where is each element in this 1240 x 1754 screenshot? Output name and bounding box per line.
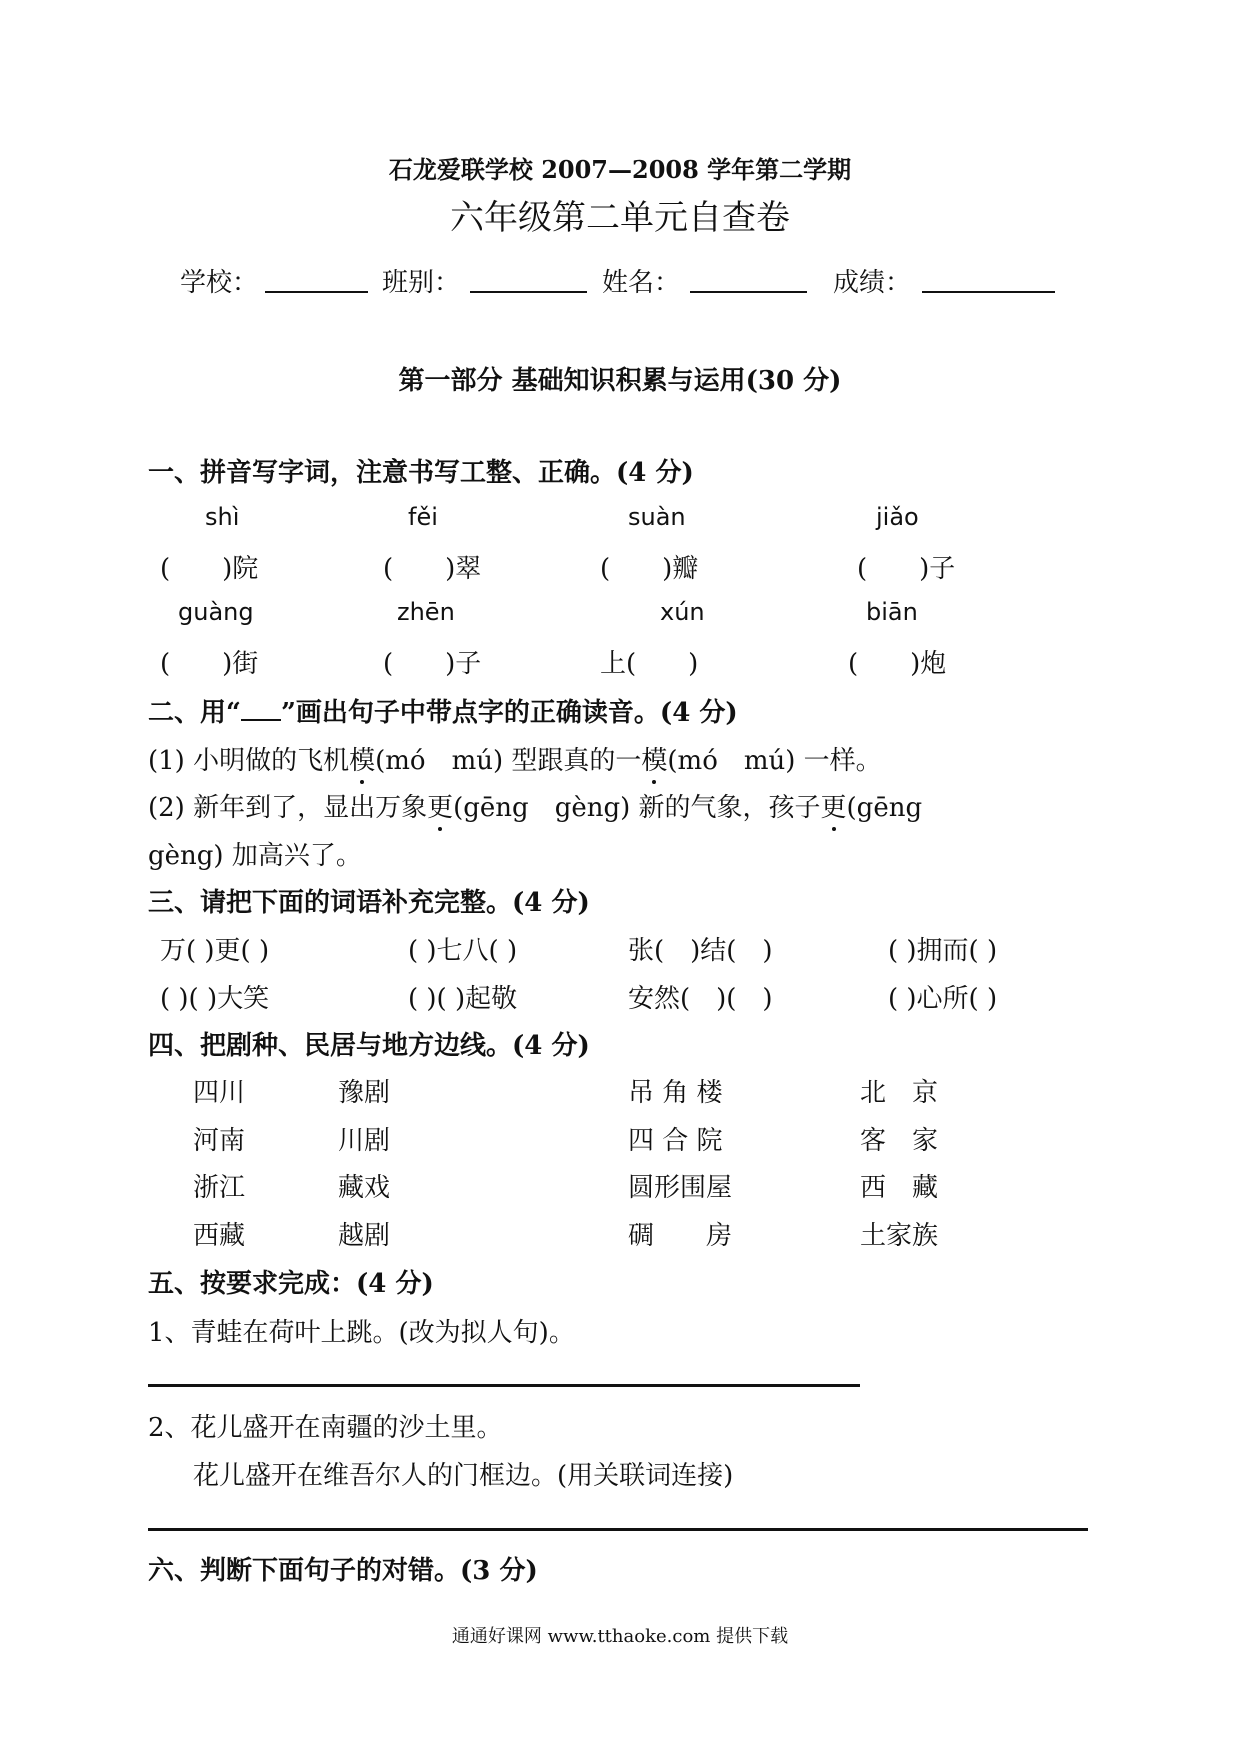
region-item[interactable]: 北 京	[860, 1078, 939, 1108]
sentence-text: (2) 新年到了，显出万象	[148, 793, 428, 823]
underline-mark	[241, 699, 281, 721]
score-blank[interactable]	[922, 291, 1055, 293]
opera-item[interactable]: 川剧	[338, 1126, 391, 1156]
answer-slot[interactable]: ( )炮	[848, 649, 947, 679]
q5-title: 五、按要求完成：(4 分)	[148, 1269, 434, 1299]
part-one-title: 第一部分 基础知识积累与运用(30 分)	[398, 366, 842, 396]
pinyin: shì	[205, 503, 240, 531]
dotted-char: 模	[641, 746, 668, 776]
dwelling-item[interactable]: 四 合 院	[628, 1126, 723, 1156]
class-field-label: 班别：	[382, 268, 461, 298]
q2-title-end: ”画出句子中带点字的正确读音。(4 分)	[280, 698, 738, 728]
q5-item-2a: 2、花儿盛开在南疆的沙土里。	[148, 1413, 503, 1443]
q3-title: 三、请把下面的词语补充完整。(4 分)	[148, 888, 590, 918]
q2-sentence-2-cont[interactable]: gèng) 加高兴了。	[148, 841, 362, 871]
school-field-label: 学校：	[180, 268, 259, 298]
q2-title-start: 二、用“	[148, 698, 241, 728]
idiom-blank[interactable]: 万( )更( )	[160, 936, 270, 966]
q2-title	[148, 692, 738, 729]
place-item[interactable]: 四川	[193, 1078, 246, 1108]
sentence-text: (1) 小明做的飞机	[148, 746, 350, 776]
q2-sentence-1	[148, 740, 882, 777]
q6-title: 六、判断下面句子的对错。(3 分)	[148, 1556, 538, 1586]
q1-title: 一、拼音写字词，注意书写工整、正确。(4 分)	[148, 458, 694, 488]
pinyin: suàn	[628, 503, 686, 531]
name-field-label: 姓名：	[602, 268, 681, 298]
q4-title: 四、把剧种、民居与地方边线。(4 分)	[148, 1031, 590, 1061]
answer-slot[interactable]: ( )街	[160, 649, 259, 679]
sentence-text[interactable]: (gēng gèng) 新的气象，孩子	[453, 793, 821, 823]
dotted-char: 更	[427, 793, 454, 823]
dwelling-item[interactable]: 碉 房	[628, 1221, 733, 1251]
place-item[interactable]: 河南	[193, 1126, 246, 1156]
answer-slot[interactable]: ( )子	[383, 649, 482, 679]
idiom-blank[interactable]: 张( )结( )	[628, 936, 773, 966]
region-item[interactable]: 西 藏	[860, 1173, 939, 1203]
sentence-text[interactable]: (mó mú) 一样。	[667, 746, 882, 776]
answer-slot[interactable]: ( )子	[857, 554, 956, 584]
idiom-blank[interactable]: ( )( )大笑	[160, 984, 270, 1014]
school-term-heading: 石龙爱联学校 2007—2008 学年第二学期	[388, 155, 852, 184]
school-blank[interactable]	[265, 291, 368, 293]
q5-item-2b: 花儿盛开在维吾尔人的门框边。(用关联词连接)	[193, 1461, 734, 1491]
opera-item[interactable]: 越剧	[338, 1221, 391, 1251]
score-field-label: 成绩：	[833, 268, 912, 298]
pinyin: xún	[660, 598, 705, 626]
region-item[interactable]: 客 家	[860, 1126, 939, 1156]
dotted-char: 更	[820, 793, 847, 823]
q5-item-1: 1、青蛙在荷叶上跳。(改为拟人句)。	[148, 1318, 575, 1348]
dwelling-item[interactable]: 吊 角 楼	[628, 1078, 723, 1108]
region-item[interactable]: 土家族	[860, 1221, 939, 1251]
name-blank[interactable]	[690, 291, 807, 293]
footer-source: 通通好课网 www.tthaoke.com 提供下载	[451, 1626, 789, 1647]
answer-slot[interactable]: ( )翠	[383, 554, 482, 584]
sentence-text[interactable]: (mó mú) 型跟真的一	[375, 746, 642, 776]
idiom-blank[interactable]: ( )心所( )	[888, 984, 998, 1014]
answer-slot[interactable]: 上( )	[600, 649, 699, 679]
sentence-text[interactable]: (gēng	[846, 793, 923, 823]
pinyin: fěi	[408, 503, 438, 531]
answer-slot[interactable]: ( )院	[160, 554, 259, 584]
pinyin: biān	[866, 598, 918, 626]
pinyin: jiǎo	[876, 503, 919, 531]
answer-line[interactable]	[148, 1384, 860, 1387]
opera-item[interactable]: 藏戏	[338, 1173, 391, 1203]
opera-item[interactable]: 豫剧	[338, 1078, 391, 1108]
idiom-blank[interactable]: ( )拥而( )	[888, 936, 998, 966]
answer-slot[interactable]: ( )瓣	[600, 554, 699, 584]
pinyin: zhēn	[397, 598, 455, 626]
answer-line[interactable]	[148, 1528, 1088, 1531]
pinyin: guàng	[178, 598, 254, 626]
idiom-blank[interactable]: ( )( )起敬	[408, 984, 518, 1014]
place-item[interactable]: 西藏	[193, 1221, 246, 1251]
idiom-blank[interactable]: ( )七八( )	[408, 936, 518, 966]
q2-sentence-2	[148, 787, 922, 824]
dotted-char: 模	[349, 746, 376, 776]
class-blank[interactable]	[470, 291, 587, 293]
dwelling-item[interactable]: 圆形围屋	[628, 1173, 733, 1203]
exam-title: 六年级第二单元自查卷	[450, 198, 790, 238]
place-item[interactable]: 浙江	[193, 1173, 246, 1203]
idiom-blank[interactable]: 安然( )( )	[628, 984, 773, 1014]
